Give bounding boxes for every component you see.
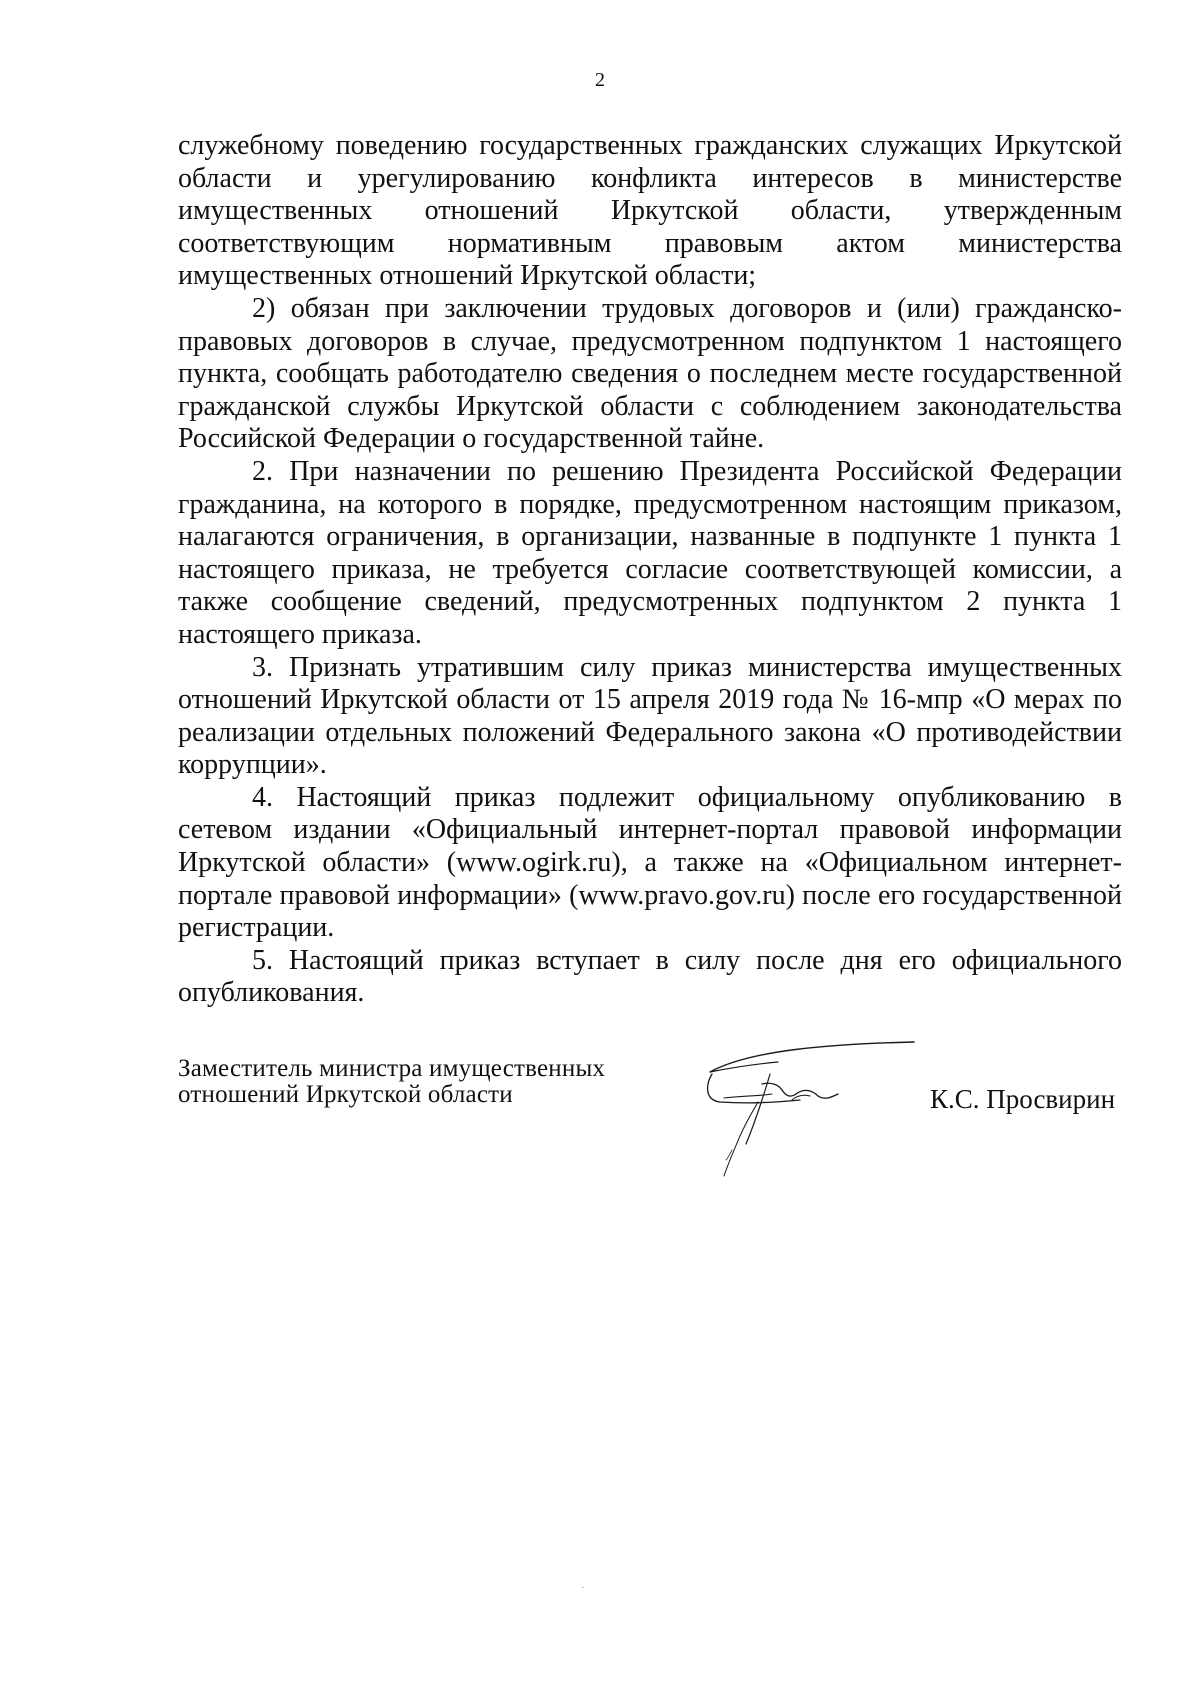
scan-speck xyxy=(582,1587,584,1588)
paragraph-continuation: служебному поведению государственных гражданских служащих Иркутской области и урегулированию конфликта интересов в министерстве имущественных отношений Иркутской области, утвержденным соответствующим нормативным правовым актом министерства имущественных отношений Иркутской области; xyxy=(178,130,1122,292)
signer-position xyxy=(178,1056,678,1108)
handwritten-signature xyxy=(700,1040,930,1190)
paragraph-item-3: 3. Признать утратившим силу приказ министерства имущественных отношений Иркутской области от 15 апреля 2019 года № 16-мпр «О мерах по реализации отдельных положений Федерального закона «О противодействии коррупции». xyxy=(178,651,1122,781)
paragraph-subitem-2: 2) обязан при заключении трудовых договоров и (или) гражданско-правовых договоров в случае, предусмотренном подпунктом 1 настоящего пункта, сообщать работодателю сведения о последнем месте государственной гражданской службы Иркутской области с соблюдением законодательства Российской Федерации о государственной тайне. xyxy=(178,292,1122,455)
paragraph-item-4: 4. Настоящий приказ подлежит официальному опубликованию в сетевом издании «Официальный интернет-портал правовой информации Иркутской области» (www.ogirk.ru), а также на «Официальном интернет-портале правовой информации» (www.pravo.gov.ru) после его государственной регистрации. xyxy=(178,781,1122,944)
signer-position-line-2: отношений Иркутской области xyxy=(178,1081,513,1108)
document-body xyxy=(178,130,1122,1010)
paragraph-item-5: 5. Настоящий приказ вступает в силу после дня его официального опубликования. xyxy=(178,944,1122,1009)
page-number: 2 xyxy=(595,69,605,91)
signer-position-line-1: Заместитель министра имущественных xyxy=(178,1055,606,1082)
signer-name: К.С. Просвирин xyxy=(930,1084,1116,1114)
signature-block xyxy=(0,1040,1200,1200)
paragraph-item-2: 2. При назначении по решению Президента Российской Федерации гражданина, на которого в порядке, предусмотренном настоящим приказом, налагаются ограничения, в организации, названные в подпункте 1 пункта 1 настоящего приказа, не требуется согласие соответствующей комиссии, а также сообщение сведений, предусмотренных подпунктом 2 пункта 1 настоящего приказа. xyxy=(178,455,1122,650)
